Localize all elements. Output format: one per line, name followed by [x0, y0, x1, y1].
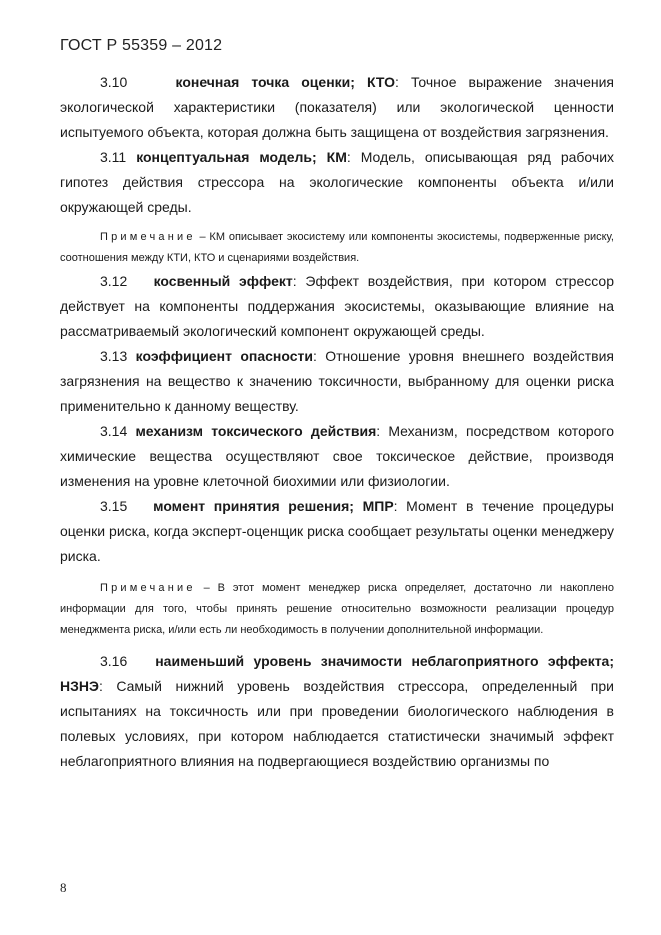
- document-header: ГОСТ Р 55359 – 2012: [60, 37, 223, 54]
- term-number: 3.13: [100, 348, 128, 364]
- note-label: Примечание: [100, 231, 196, 243]
- term-number: 3.16: [100, 653, 128, 669]
- note-text: – КМ описывает экосистему или компоненты экосистемы, подверженные риску, соотношения между КТИ, КТО и сценариями воздействия.: [60, 231, 614, 264]
- term-definition: : Самый нижний уровень воздействия стрессора, определенный при испытаниях на токсичность или при проведении биологического наблюдения в полевых условиях, при котором наблюдается статистически значимый эффект неблагоприятного влияния на подвергающиеся воздействию организмы по: [60, 678, 614, 769]
- term-abbreviation: КТО: [367, 74, 395, 90]
- term-entry: [60, 344, 614, 419]
- term-name: момент принятия решения;: [153, 498, 354, 514]
- term-number: 3.11: [100, 149, 127, 165]
- term-name: косвенный эффект: [153, 273, 293, 289]
- term-entry: [60, 494, 614, 569]
- term-number: 3.10: [100, 74, 128, 90]
- term-name: наименьший уровень значимости неблагоприятного эффекта; НЗНЭ: [60, 653, 615, 694]
- term-definition: : Эффект воздействия, при котором стрессор действует на компоненты поддержания экосистемы, оказывающие влияние на рассматриваемый экологический компонент окружающей среды.: [60, 273, 614, 339]
- term-definition: : Отношение уровня внешнего воздействия загрязнения на вещество к значению токсичности, выбранному для оценки риска применительно к данному веществу.: [60, 348, 615, 414]
- term-abbreviation: КМ: [326, 149, 347, 165]
- page-number: 8: [60, 880, 67, 895]
- term-entry: [60, 145, 614, 220]
- term-abbreviation: МПР: [362, 498, 394, 514]
- term-definition: : Механизм, посредством которого химические вещества осуществляют свое токсическое действие, производя изменения на уровне клеточной биохимии или физиологии.: [60, 423, 615, 489]
- term-definition: : Момент в течение процедуры оценки риска, когда эксперт-оценщик риска сообщает результаты оценки менеджеру риска.: [60, 498, 614, 564]
- document-body: [60, 70, 614, 774]
- term-name: механизм токсического действия: [135, 423, 377, 439]
- term-definition: : Точное выражение значения экологической характеристики (показателя) или экологической ценности испытуемого объекта, которая должна быть защищена от воздействия загрязнения.: [60, 74, 615, 140]
- term-name: конечная точка оценки;: [175, 74, 355, 90]
- term-number: 3.12: [100, 273, 128, 289]
- term-number: 3.15: [100, 498, 128, 514]
- note: [60, 578, 614, 641]
- term-entry: [60, 269, 614, 344]
- note: [60, 227, 614, 269]
- term-name: коэффициент опасности: [135, 348, 313, 364]
- term-name: концептуальная модель;: [136, 149, 317, 165]
- note-label: Примечание: [100, 582, 196, 594]
- term-entry: [60, 70, 614, 145]
- term-entry: [60, 419, 614, 494]
- note-text: – В этот момент менеджер риска определяет, достаточно ли накоплено информации для того, чтобы принять решение относительно возможности реализации процедур менеджмента риска, и/или есть ли необходимость в получении дополнительной информации.: [60, 582, 614, 636]
- term-number: 3.14: [100, 423, 128, 439]
- term-entry: [60, 649, 614, 774]
- term-definition: : Модель, описывающая ряд рабочих гипотез действия стрессора на экологические компоненты объекта и/или окружающей среды.: [60, 149, 615, 215]
